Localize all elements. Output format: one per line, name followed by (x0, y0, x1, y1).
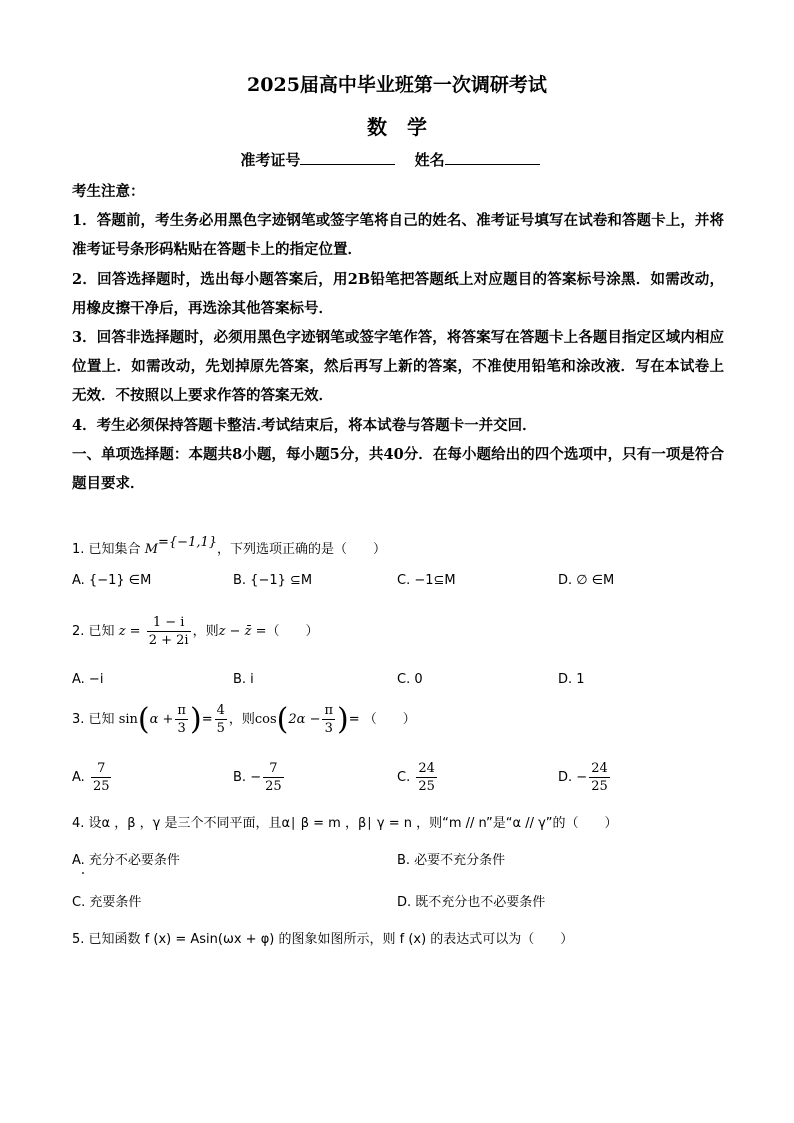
q2-fraction (147, 614, 191, 649)
q3-alpha: α + (149, 712, 174, 727)
q3-b-den: 25 (265, 779, 282, 794)
exam-id-blank[interactable] (300, 150, 395, 165)
q3-pi-b: π (324, 703, 334, 718)
q3-c-num: 24 (418, 761, 435, 776)
q3-five: 5 (216, 721, 225, 736)
q3-a-label: A. (72, 770, 85, 785)
q1-prefix: 1. 已知集合 (72, 542, 141, 557)
q1-suffix: ，下列选项正确的是（ ） (217, 542, 387, 557)
q3-d-fraction (589, 760, 610, 795)
q3-d-num: 24 (591, 761, 608, 776)
note-item-4: 4．考生必须保持答题卡整洁.考试结束后，将本试卷与答题卡一并交回． (72, 416, 537, 434)
q3-right-paren: ) (189, 702, 202, 737)
q2-suffix: （ ） (266, 624, 319, 639)
q3-three: 3 (177, 721, 186, 736)
candidate-info-line (0, 149, 794, 170)
q3-prefix: 3. 已知 (72, 712, 115, 727)
q2-denominator: 2 + 2i (148, 633, 189, 648)
q1-option-a[interactable]: A. {−1} ∈M (72, 573, 152, 588)
note-item-2: 2．回答选择题时，选出每小题答案后，用2B铅笔把答题纸上对应题目的答案标号涂黑．如需改动，用橡皮擦干净后，再选涂其他答案标号． (72, 270, 724, 317)
q3-b-num: 7 (263, 760, 284, 778)
q3-pi-over-3-b (322, 702, 335, 737)
q3-d-den: 25 (591, 779, 608, 794)
q3-four: 4 (216, 703, 225, 718)
q2-lhs: z = (118, 624, 141, 639)
note-item-1: 1．答题前，考生务必用黑色字迹钢笔或签字笔将自己的姓名、准考证号填写在试卷和答题卡上，并将准考证号条形码粘贴在答题卡上的指定位置． (72, 212, 724, 259)
exam-id-label: 准考证号 (240, 151, 301, 169)
q3-sin: sin (118, 712, 138, 727)
q2-option-c[interactable]: C. 0 (397, 672, 423, 687)
q2-option-a[interactable]: A. −i (72, 672, 104, 687)
q3-pi-over-3 (175, 702, 188, 737)
q4-option-d[interactable]: D. 既不充分也不必要条件 (397, 895, 546, 910)
q1-set-value: {−1,1} (168, 535, 218, 550)
notes-heading: 考生注意： (72, 183, 145, 200)
q3-c-fraction (416, 760, 437, 795)
q1-set-eq: = (158, 535, 169, 550)
exam-title: 2025届高中毕业班第一次调研考试 (247, 74, 547, 96)
q3-pi: π (177, 703, 186, 718)
q1-option-d[interactable]: D. ∅ ∈M (558, 573, 615, 588)
q3-mid: ，则 (228, 712, 255, 727)
q2-numerator: 1 − i (147, 614, 191, 632)
q3-c-den: 25 (418, 779, 435, 794)
q2-option-d[interactable]: D. 1 (558, 672, 585, 687)
q3-four-fifths (215, 702, 227, 737)
q3-a-fraction (91, 760, 112, 795)
name-blank[interactable] (445, 150, 540, 165)
q3-a-den: 25 (92, 779, 110, 794)
question-2 (72, 614, 318, 649)
q4-option-b[interactable]: B. 必要不充分条件 (397, 853, 506, 868)
q3-cos: cos (254, 712, 277, 727)
q3-d-label: D. (558, 770, 573, 785)
q3-three-b: 3 (324, 721, 333, 736)
q3-d-sign: − (576, 770, 588, 785)
q1-set-var: M (144, 542, 158, 557)
q2-prefix: 2. 已知 (72, 624, 115, 639)
q3-left-paren: ( (137, 702, 150, 737)
q3-right-paren-2: ) (337, 702, 349, 737)
q2-mid: ，则 (192, 624, 219, 639)
note-item-3: 3．回答非选择题时，必须用黑色字迹钢笔或签字笔作答，将答案写在答题卡上各题目指定区域内相应位置上．如需改动，先划掉原先答案，然后再写上新的答案，不准使用铅笔和涂改液．写在本试卷上无效．不按照以上要求作答的答案无效． (72, 329, 724, 405)
q3-option-c[interactable] (397, 760, 439, 795)
q3-suffix: = （ ） (348, 712, 416, 727)
q3-option-a[interactable] (72, 760, 113, 795)
q1-option-c[interactable]: C. −1⊆M (397, 573, 456, 588)
q2-option-b[interactable]: B. i (233, 672, 254, 687)
question-1 (72, 535, 387, 557)
q3-b-sign: − (250, 770, 262, 785)
q3-left-paren-2: ( (276, 702, 289, 737)
exam-notes (72, 177, 724, 498)
q4-option-c[interactable]: C. 充要条件 (72, 895, 142, 910)
q3-a-num: 7 (91, 760, 112, 778)
q3-eq: = (201, 712, 213, 727)
question-4: 4. 设α ，β ，γ 是三个不同平面，且α∣ β = m ，β∣ γ = n ，则“m // n”是“α // γ”的（ ） (72, 816, 618, 831)
q3-b-label: B. (233, 770, 247, 785)
q2-expression: z − z̄ = (218, 624, 267, 639)
q1-option-b[interactable]: B. {−1} ⊆M (233, 573, 313, 588)
q4-option-a[interactable]: A. 充分不必要条件 (72, 853, 180, 868)
stray-dot (82, 872, 84, 874)
q3-option-b[interactable] (233, 760, 286, 795)
question-5: 5. 已知函数 f (x) = Asin(ωx + φ) 的图象如图所示，则 f (x) 的表达式可以为（ ） (72, 932, 574, 947)
subject-title: 数学 (367, 115, 447, 139)
question-3 (72, 702, 416, 737)
q3-two-alpha: 2α − (288, 712, 321, 727)
q3-c-label: C. (397, 770, 411, 785)
section-heading: 一、单项选择题：本题共8小题，每小题5分，共40分．在每小题给出的四个选项中，只有一项是符合题目要求． (72, 445, 724, 493)
q3-option-d[interactable] (558, 760, 612, 795)
q3-b-fraction (263, 760, 284, 795)
name-label: 姓名 (414, 151, 445, 169)
